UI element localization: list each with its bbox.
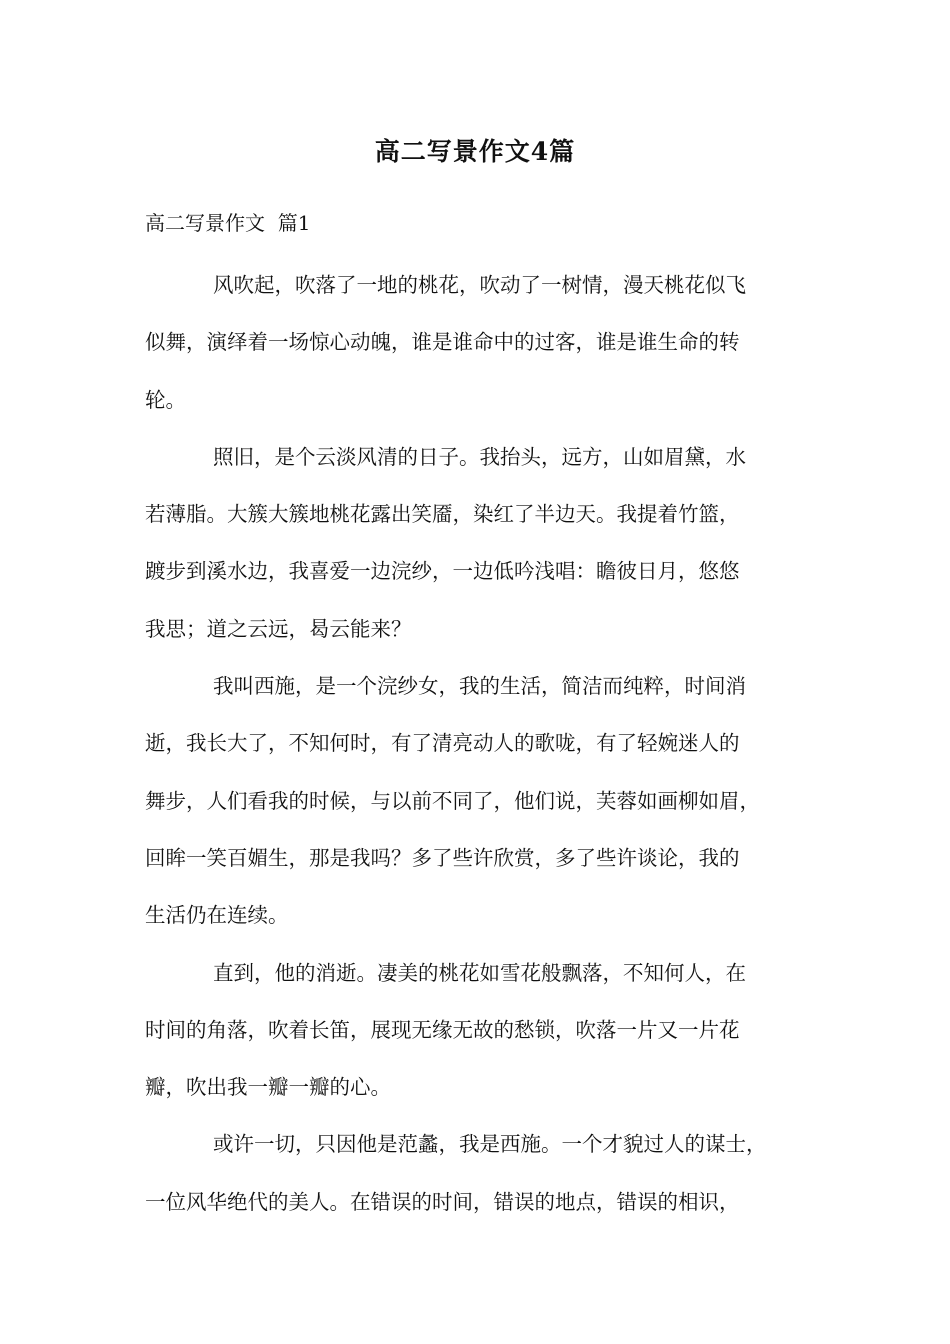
text-line: 回眸一笑百媚生，那是我吗？多了些许欣赏，多了些许谈论，我的 bbox=[145, 845, 740, 870]
text-line: 一位风华绝代的美人。在错误的时间，错误的地点，错误的相识， bbox=[145, 1189, 740, 1214]
text-line: 若薄脂。大簇大簇地桃花露出笑靥，染红了半边天。我提着竹篮， bbox=[145, 502, 740, 527]
paragraph bbox=[145, 658, 810, 944]
text-line: 逝，我长大了，不知何时，有了清亮动人的歌咙，有了轻婉迷人的 bbox=[145, 731, 740, 756]
paragraph bbox=[145, 257, 810, 429]
essay-body bbox=[145, 257, 810, 1231]
text-line: 风吹起，吹落了一地的桃花，吹动了一树情，漫天桃花似飞 bbox=[213, 273, 746, 297]
paragraph bbox=[145, 945, 810, 1117]
paragraph bbox=[145, 1116, 810, 1231]
text-line: 轮。 bbox=[145, 387, 186, 412]
text-line: 或许一切，只因他是范蠡，我是西施。一个才貌过人的谋士， bbox=[213, 1132, 767, 1157]
document-title: 高二写景作文4篇 bbox=[374, 137, 576, 166]
text-line: 生活仍在连续。 bbox=[145, 903, 289, 928]
text-line: 瓣，吹出我一瓣一瓣的心。 bbox=[145, 1075, 391, 1100]
text-line: 我叫西施，是一个浣纱女，我的生活，简洁而纯粹，时间消 bbox=[213, 674, 746, 699]
text-line: 直到，他的消逝。凄美的桃花如雪花般飘落，不知何人，在 bbox=[213, 960, 746, 985]
text-line: 我思；道之云远，曷云能来？ bbox=[145, 616, 412, 641]
section-heading: 高二写景作文 篇1 bbox=[145, 211, 311, 235]
text-line: 时间的角落，吹着长笛，展现无缘无故的愁锁，吹落一片又一片花 bbox=[145, 1017, 740, 1042]
text-line: 舞步，人们看我的时候，与以前不同了，他们说，芙蓉如画柳如眉， bbox=[145, 788, 760, 813]
text-line: 似舞，演绎着一场惊心动魄，谁是谁命中的过客，谁是谁生命的转 bbox=[145, 330, 740, 355]
paragraph bbox=[145, 429, 810, 658]
text-line: 照旧，是个云淡风清的日子。我抬头，远方，山如眉黛，水 bbox=[213, 444, 746, 469]
text-line: 踱步到溪水边，我喜爱一边浣纱，一边低吟浅唱：瞻彼日月，悠悠 bbox=[145, 559, 740, 584]
